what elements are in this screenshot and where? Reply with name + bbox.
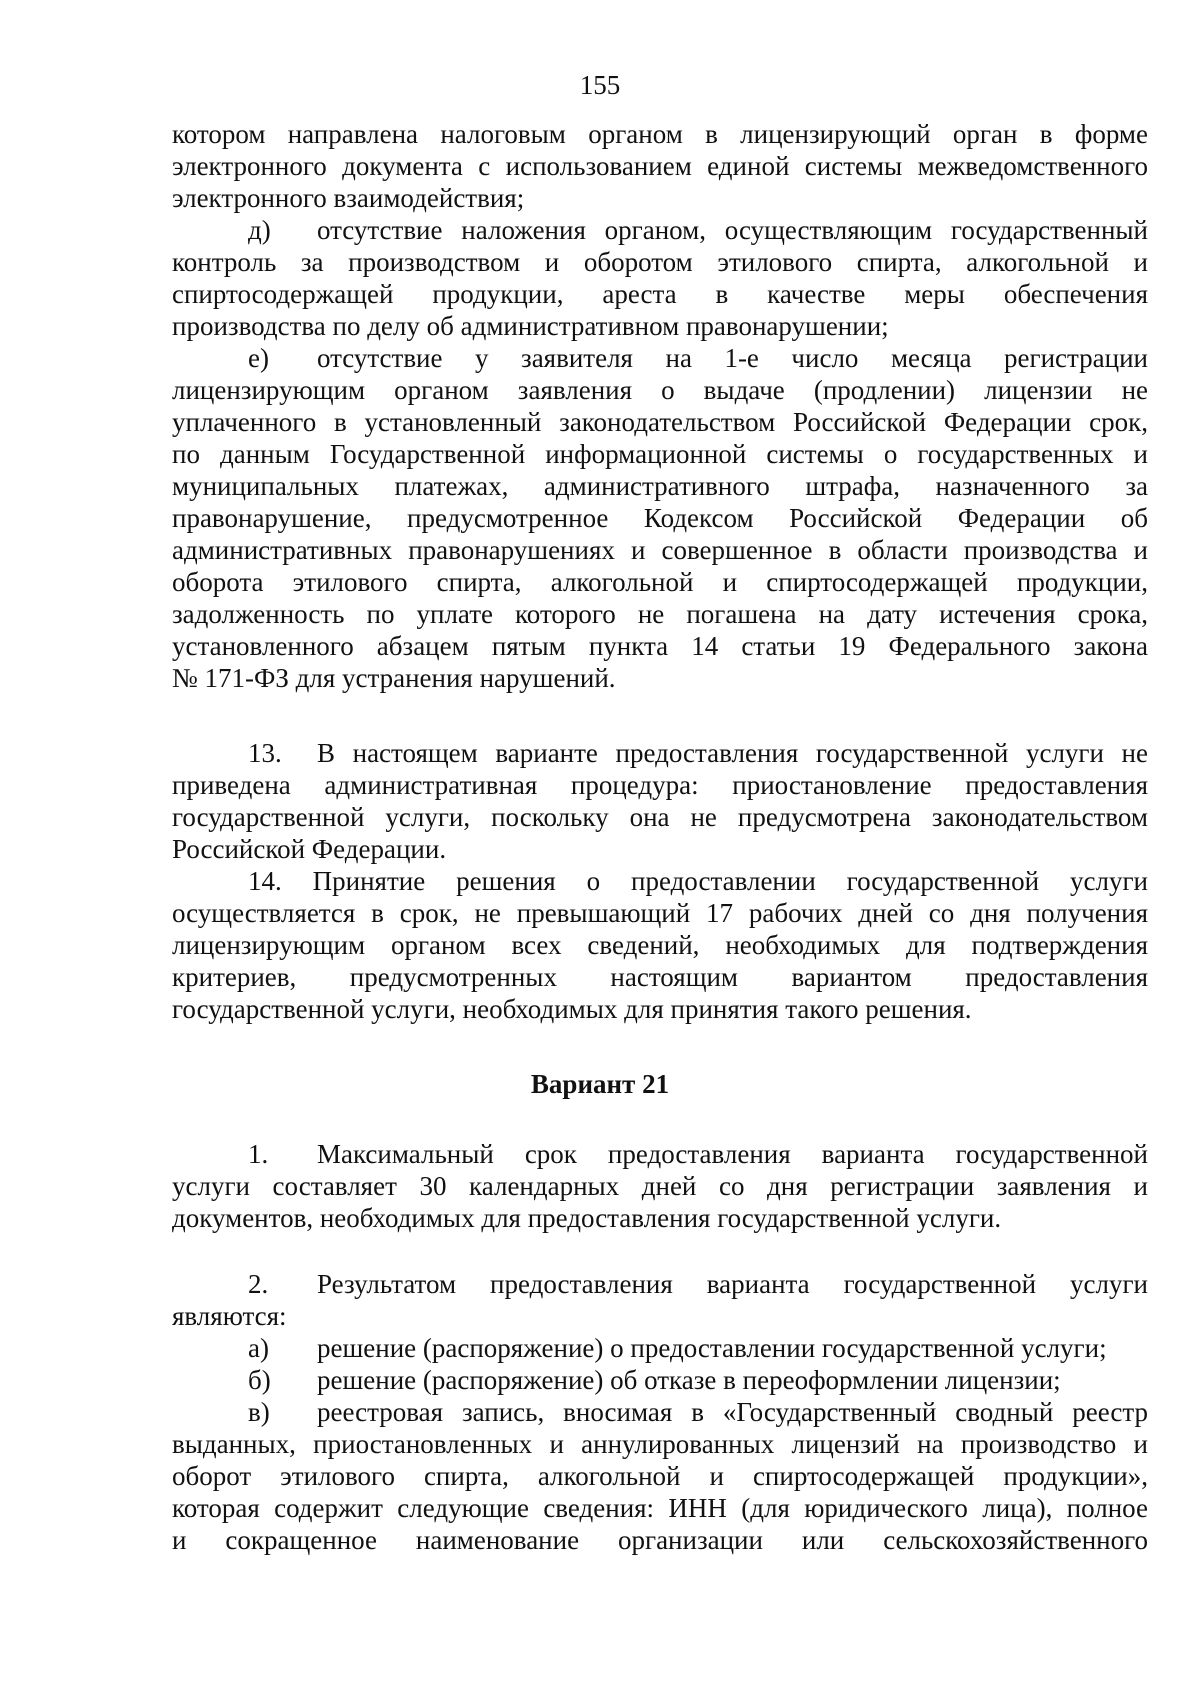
- text-line: реестровая запись, вносимая в «Государственный сводный реестр: [317, 1397, 1148, 1427]
- text-line: 14. Принятие решения о предоставлении государственной услуги: [248, 866, 1148, 896]
- text-line: оборот этилового спирта, алкогольной и спиртосодержащей продукции»,: [172, 1461, 1148, 1491]
- text-line: Российской Федерации.: [172, 834, 447, 864]
- text-line: административных правонарушениях и совершенное в области производства и: [172, 535, 1148, 565]
- list-label: 1.: [248, 1139, 269, 1169]
- text-line: муниципальных платежах, административного штрафа, назначенного за: [172, 471, 1148, 501]
- text-line: и сокращенное наименование организации или сельскохозяйственного: [172, 1525, 1148, 1555]
- text-line: установленного абзацем пятым пункта 14 статьи 19 Федерального закона: [172, 631, 1148, 661]
- text-line: оборота этилового спирта, алкогольной и спиртосодержащей продукции,: [172, 567, 1148, 597]
- text-line: Максимальный срок предоставления варианта государственной: [317, 1139, 1148, 1169]
- text-line: производства по делу об административном правонарушении;: [172, 311, 889, 341]
- list-label: д): [248, 215, 271, 245]
- text-line: правонарушение, предусмотренное Кодексом Российской Федерации об: [172, 503, 1148, 533]
- list-label: 2.: [248, 1269, 269, 1299]
- text-line: выданных, приостановленных и аннулированных лицензий на производство и: [172, 1429, 1148, 1459]
- text-line: которая содержит следующие сведения: ИНН (для юридического лица), полное: [172, 1493, 1148, 1523]
- text-line: спиртосодержащей продукции, ареста в качестве меры обеспечения: [172, 279, 1148, 309]
- text-line: приведена административная процедура: приостановление предоставления: [172, 770, 1148, 800]
- text-line: отсутствие у заявителя на 1-е число месяца регистрации: [317, 343, 1148, 373]
- text-line: являются:: [172, 1301, 287, 1331]
- text-line: решение (распоряжение) об отказе в переоформлении лицензии;: [317, 1365, 1061, 1395]
- text-line: критериев, предусмотренных настоящим вариантом предоставления: [172, 962, 1148, 992]
- section-heading: Вариант 21: [530, 1069, 670, 1099]
- text-line: решение (распоряжение) о предоставлении государственной услуги;: [317, 1333, 1107, 1363]
- text-line: электронного взаимодействия;: [172, 183, 525, 213]
- text-line: котором направлена налоговым органом в лицензирующий орган в форме: [172, 119, 1148, 149]
- list-label: в): [248, 1397, 270, 1427]
- text-line: контроль за производством и оборотом этилового спирта, алкогольной и: [172, 247, 1148, 277]
- list-label: е): [248, 343, 269, 373]
- text-line: В настоящем варианте предоставления государственной услуги не: [317, 738, 1148, 768]
- text-line: по данным Государственной информационной системы о государственных и: [172, 439, 1148, 469]
- text-line: услуги составляет 30 календарных дней со дня регистрации заявления и: [172, 1171, 1148, 1201]
- text-line: Результатом предоставления варианта государственной услуги: [317, 1269, 1148, 1299]
- text-line: документов, необходимых для предоставления государственной услуги.: [172, 1203, 1002, 1233]
- text-line: государственной услуги, необходимых для принятия такого решения.: [172, 994, 972, 1024]
- text-line: лицензирующим органом заявления о выдаче (продлении) лицензии не: [172, 375, 1148, 405]
- text-line: отсутствие наложения органом, осуществляющим государственный: [317, 215, 1148, 245]
- text-line: № 171-ФЗ для устранения нарушений.: [172, 663, 616, 693]
- text-line: осуществляется в срок, не превышающий 17 рабочих дней со дня получения: [172, 898, 1148, 928]
- text-line: уплаченного в установленный законодательством Российской Федерации срок,: [172, 407, 1148, 437]
- text-line: лицензирующим органом всех сведений, необходимых для подтверждения: [172, 930, 1148, 960]
- list-label: б): [248, 1365, 271, 1395]
- list-label: 13.: [248, 738, 282, 768]
- text-line: электронного документа с использованием единой системы межведомственного: [172, 151, 1148, 181]
- text-line: задолженность по уплате которого не погашена на дату истечения срока,: [172, 599, 1148, 629]
- list-label: а): [248, 1333, 269, 1363]
- text-line: государственной услуги, поскольку она не предусмотрена законодательством: [172, 802, 1148, 832]
- page-number: 155: [579, 70, 621, 100]
